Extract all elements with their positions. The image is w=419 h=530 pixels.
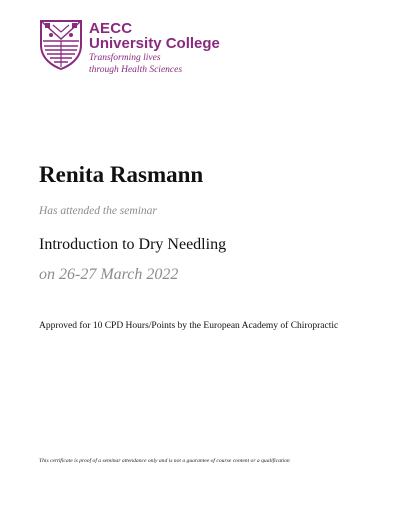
approval-statement: Approved for 10 CPD Hours/Points by the European Academy of Chiropractic: [39, 321, 339, 331]
tagline-line2: through Health Sciences: [89, 64, 183, 75]
brand-name-line1: AECC: [89, 20, 133, 37]
course-title: Introduction to Dry Needling: [39, 236, 227, 253]
recipient-name: Renita Rasmann: [39, 162, 204, 187]
tagline-line1: Transforming lives: [89, 53, 161, 63]
attended-text: Has attended the seminar: [39, 205, 157, 217]
logo-text: [89, 21, 220, 75]
disclaimer-text: This certificate is proof of a seminar attendance only and is not a guarantee of course content or a qualification: [39, 458, 290, 464]
crest-icon: [39, 19, 83, 71]
brand-name-line2: University College: [89, 35, 220, 52]
institution-logo: [39, 19, 229, 73]
seminar-date: on 26-27 March 2022: [39, 266, 179, 283]
